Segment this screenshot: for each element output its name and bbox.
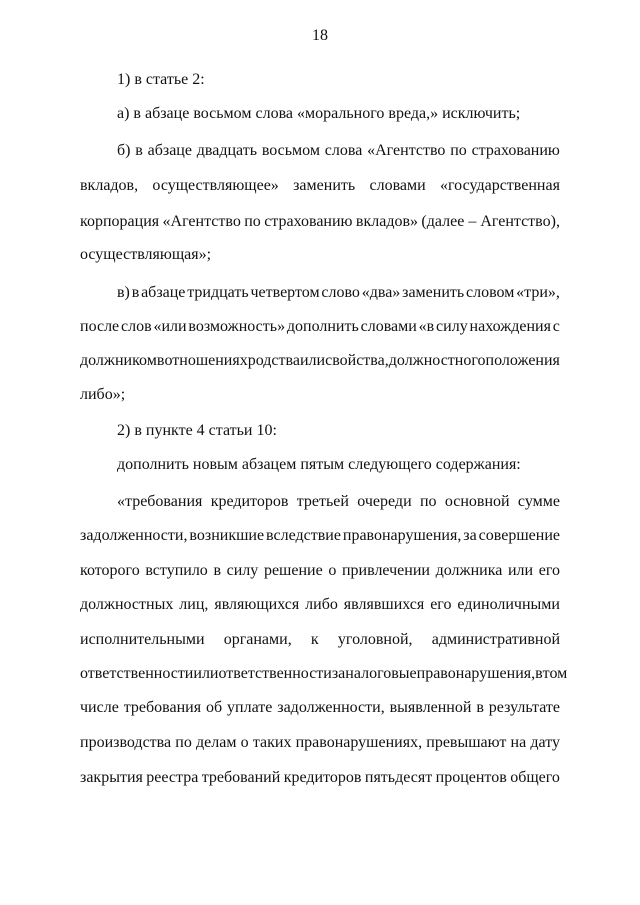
word: страхованию [264,213,353,230]
word: должностных [80,596,174,613]
word: уплате [227,699,273,716]
word: возможность» [188,318,286,335]
word: решение [263,562,323,579]
word: лиц, [179,596,209,613]
word: задолженности, [80,527,188,544]
word: закрытия [80,769,143,786]
word: в [535,665,543,682]
paragraph-line [80,561,560,581]
word: исполнительными [80,631,205,648]
word: (далее – Агентство), [421,213,560,230]
word: «или [153,318,187,335]
word: слова [324,142,363,159]
word: являющихся [214,596,300,613]
word: совершение [478,527,560,544]
word: превышают [426,734,507,751]
word: силу [436,318,468,335]
word: требования [123,699,202,716]
word: органами, [223,631,292,648]
word: административной [431,631,560,648]
word: двадцать [196,142,258,159]
paragraph-line [80,595,560,615]
word: основной [444,493,510,510]
paragraph-line [80,630,560,650]
word: возникшие [189,527,265,544]
word: после [80,318,120,335]
word: «Агентство [162,213,241,230]
word: с [552,318,560,335]
word: или [507,562,534,579]
word: отношениях [164,352,248,369]
word: кредиторов [283,769,362,786]
word: заменить [402,284,465,301]
paragraph-line [80,212,560,232]
paragraph-line [80,176,560,196]
word: правонарушениях, [295,734,423,751]
word: уголовной, [337,631,413,648]
word: «государственная [440,177,560,194]
word: родства [247,352,300,369]
word: слово [321,284,360,301]
word: словами [360,318,417,335]
word: слов [120,318,152,335]
word: тридцать [187,284,249,301]
paragraph-line [80,317,560,337]
word: или [299,352,326,369]
word: кредиторов [210,493,289,510]
word: делам [196,734,237,751]
word: «три», [516,284,560,301]
word: задолженности, [277,699,385,716]
word: словом [466,284,515,301]
word: очереди [357,493,412,510]
word: единоличными [457,596,560,613]
word: осуществляющее» [152,177,279,194]
word: в [156,352,165,369]
word: об [205,699,223,716]
word: сумме [517,493,560,510]
page-number: 18 [312,27,328,44]
word: «требования [117,493,203,510]
word: к [310,631,319,648]
word: на [510,734,527,751]
word: которого [80,562,140,579]
word: за [331,665,346,682]
word: вкладов, [80,177,139,194]
word: силу [226,562,259,579]
word: должностного [388,352,486,369]
word: дополнить [286,318,359,335]
word: четвертом [250,284,320,301]
word: его [430,596,452,613]
paragraph-line [80,733,560,753]
word: абзаце [147,142,192,159]
word: восьмом [261,142,320,159]
word: абзаце [141,284,186,301]
word: страхованию [471,142,560,159]
word: ответственности [218,665,332,682]
word: выявленной [389,699,472,716]
word: «Агентство [367,142,446,159]
word: вступило [145,562,208,579]
word: числе [80,699,119,716]
word: в [131,284,140,301]
word: о [240,734,249,751]
paragraph-line: 2) в пункте 4 статьи 10: [117,422,277,439]
word: его [538,562,560,579]
word: в [135,142,143,159]
paragraph-line [80,698,560,718]
paragraph-line [80,351,560,371]
word: «в [418,318,435,335]
word: общего [510,769,560,786]
paragraph-line [117,492,560,512]
word: требований [201,769,281,786]
paragraph-line [80,526,560,546]
word: должника [435,562,503,579]
word: корпорация [80,213,160,230]
word: являвшихся [343,596,425,613]
word: б) [117,142,131,159]
word: или [193,665,219,682]
word: правонарушения, [342,527,462,544]
word: пятьдесят [364,769,433,786]
paragraph-line: дополнить новым абзацем пятым следующего содержания: [117,456,521,473]
word: нахождения [469,318,551,335]
word: о [328,562,337,579]
word: таких [252,734,292,751]
word: по [175,734,192,751]
paragraph-line [117,141,560,161]
word: по [244,213,261,230]
word: по [450,142,467,159]
paragraph-line [117,283,560,303]
word: положения [485,352,560,369]
paragraph-line [80,768,560,788]
word: в) [117,284,130,301]
paragraph-line [80,664,568,684]
paragraph-line: 1) в статье 2: [117,71,205,88]
word: производства [80,734,172,751]
word: словами [369,177,426,194]
paragraph-line: осуществляющая»; [80,246,212,263]
word: в [213,562,221,579]
word: результате [488,699,560,716]
word: свойства, [325,352,389,369]
word: дату [530,734,560,751]
word: заменить [293,177,356,194]
word: реестра [146,769,199,786]
word: том [542,665,568,682]
word: в [476,699,484,716]
word: либо [305,596,338,613]
word: по [419,493,437,510]
word: вследствие [266,527,341,544]
word: за [463,527,477,544]
word: налоговые [345,665,417,682]
paragraph-line: либо»; [80,386,126,403]
paragraph-line: а) в абзаце восьмом слова «морального вреда,» исключить; [117,105,521,122]
word: ответственности [80,665,194,682]
word: привлечении [341,562,430,579]
word: вкладов» [355,213,419,230]
word: третьей [296,493,349,510]
word: правонарушения, [416,665,536,682]
word: должником [80,352,157,369]
word: «два» [361,284,401,301]
word: процентов [435,769,507,786]
